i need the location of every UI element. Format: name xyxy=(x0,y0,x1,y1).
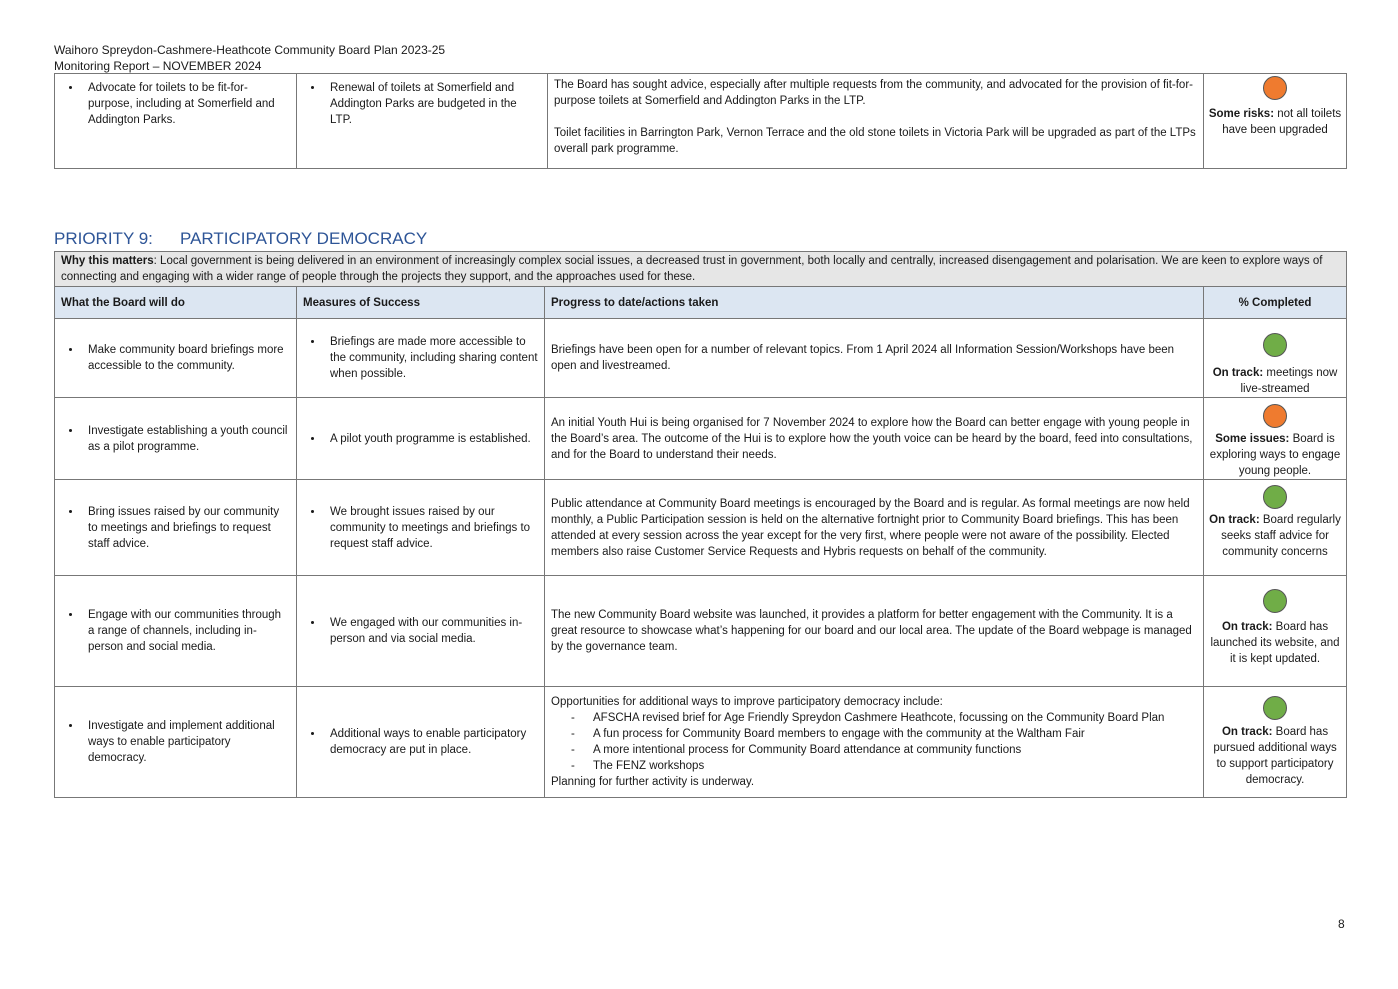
will-do-cell: • Engage with our communities through a range of channels, including in-person and social media. xyxy=(55,576,297,687)
status-cell: Some risks: not all toilets have been upgraded xyxy=(1204,74,1347,169)
table-row xyxy=(55,319,1347,398)
measure-cell: • Renewal of toilets at Somerfield and Addington Parks are budgeted in the LTP. xyxy=(297,74,548,169)
list-item: - AFSCHA revised brief for Age Friendly Spreydon Cashmere Heathcote, focussing on the Community Board Plan xyxy=(551,710,1197,726)
document-title: Waihoro Spreydon-Cashmere-Heathcote Community Board Plan 2023-25 xyxy=(54,43,446,57)
will-do-cell: • Advocate for toilets to be fit-for-purpose, including at Somerfield and Addington Parks. xyxy=(55,74,297,169)
measure-cell: • Additional ways to enable participatory democracy are put in place. xyxy=(297,687,545,798)
header-row xyxy=(55,287,1347,319)
page-header xyxy=(54,42,445,74)
measure-cell: • We engaged with our communities in-person and via social media. xyxy=(297,576,545,687)
will-do-cell: • Bring issues raised by our community to meetings and briefings to request staff advice. xyxy=(55,480,297,576)
status-dot-icon xyxy=(1263,404,1287,428)
will-do-cell: • Investigate and implement additional ways to enable participatory democracy. xyxy=(55,687,297,798)
measure-cell: • A pilot youth programme is established. xyxy=(297,398,545,480)
column-header: Progress to date/actions taken xyxy=(545,287,1204,319)
progress-cell: Briefings have been open for a number of relevant topics. From 1 April 2024 all Information Session/Workshops have been open and livestreamed. xyxy=(545,319,1204,398)
status-cell: Some issues: Board is exploring ways to engage young people. xyxy=(1204,398,1347,480)
report-subtitle: Monitoring Report – NOVEMBER 2024 xyxy=(54,59,262,73)
table-row xyxy=(55,398,1347,480)
table-row xyxy=(55,480,1347,576)
column-header: % Completed xyxy=(1204,287,1347,319)
column-header: What the Board will do xyxy=(55,287,297,319)
list-item: - The FENZ workshops xyxy=(551,758,1197,774)
will-do-cell: • Make community board briefings more accessible to the community. xyxy=(55,319,297,398)
status-dot-icon xyxy=(1263,485,1287,509)
page-number: 8 xyxy=(1338,917,1345,931)
priority-table xyxy=(54,251,1347,798)
will-do-cell: • Investigate establishing a youth council as a pilot programme. xyxy=(55,398,297,480)
measure-cell: • We brought issues raised by our community to meetings and briefings to request staff advice. xyxy=(297,480,545,576)
previous-priority-table xyxy=(54,73,1347,169)
status-cell: On track: Board regularly seeks staff advice for community concerns xyxy=(1204,480,1347,576)
status-dot-icon xyxy=(1263,333,1287,357)
status-cell: On track: Board has pursued additional ways to support participatory democracy. xyxy=(1204,687,1347,798)
table-row xyxy=(55,576,1347,687)
opportunities-list xyxy=(551,710,1197,774)
progress-cell: The new Community Board website was launched, it provides a platform for better engagement with the Community. It is a great resource to showcase what’s happening for our board and our local area. The update of the Board webpage is managed by the governance team. xyxy=(545,576,1204,687)
status-cell: On track: meetings now live-streamed xyxy=(1204,319,1347,398)
table-row xyxy=(55,687,1347,798)
priority-title: PARTICIPATORY DEMOCRACY xyxy=(180,229,428,248)
why-row xyxy=(55,252,1347,287)
status-cell: On track: Board has launched its website, and it is kept updated. xyxy=(1204,576,1347,687)
status-dot-icon xyxy=(1263,589,1287,613)
measure-cell: • Briefings are made more accessible to the community, including sharing content when possible. xyxy=(297,319,545,398)
list-item: - A more intentional process for Community Board attendance at community functions xyxy=(551,742,1197,758)
progress-cell: Opportunities for additional ways to improve participatory democracy include: - AFSCHA revised brief for Age Friendly Spreydon Cashmere Heathcote, focussing on the Community Board Plan - A fun process for Community Board members to engage with the community at the Waltham Fair - A more intentional process for Community Board attendance at community functions - The FENZ workshops Planning for further activity is underway. xyxy=(545,687,1204,798)
list-item: - A fun process for Community Board members to engage with the community at the Waltham Fair xyxy=(551,726,1197,742)
status-dot-icon xyxy=(1263,696,1287,720)
column-header: Measures of Success xyxy=(297,287,545,319)
progress-cell: Public attendance at Community Board meetings is encouraged by the Board and is regular. As formal meetings are now held monthly, a Public Participation session is held on the alternative fortnight prior to Community Board briefings. This has been attended at every session across the year except for the very first, where people were not aware of the possibility. Elected members also raise Customer Service Requests and Hybris requests on behalf of the community. xyxy=(545,480,1204,576)
status-dot-icon xyxy=(1263,76,1287,100)
progress-cell: The Board has sought advice, especially after multiple requests from the community, and advocated for the provision of fit-for-purpose toilets at Somerfield and Addington Parks in the LTP. Toilet facilities in Barrington Park, Vernon Terrace and the old stone toilets in Victoria Park will be upgraded as part of the LTPs overall park programme. xyxy=(548,74,1204,169)
why-cell: Why this matters: Local government is being delivered in an environment of increasingly complex social issues, a decreased trust in government, both locally and centrally, increased disengagement and polarisation. We are keen to explore ways of connecting and engaging with a wider range of people through the projects they support, and the approaches used for these. xyxy=(55,252,1347,287)
priority-heading xyxy=(54,228,427,250)
table-row xyxy=(55,74,1347,169)
progress-cell: An initial Youth Hui is being organised for 7 November 2024 to explore how the Board can better engage with young people in the Board’s area. The outcome of the Hui is to explore how the youth voice can be heard by the board, feed into consultations, and for the Board to understand their needs. xyxy=(545,398,1204,480)
priority-number: PRIORITY 9: xyxy=(54,229,153,248)
